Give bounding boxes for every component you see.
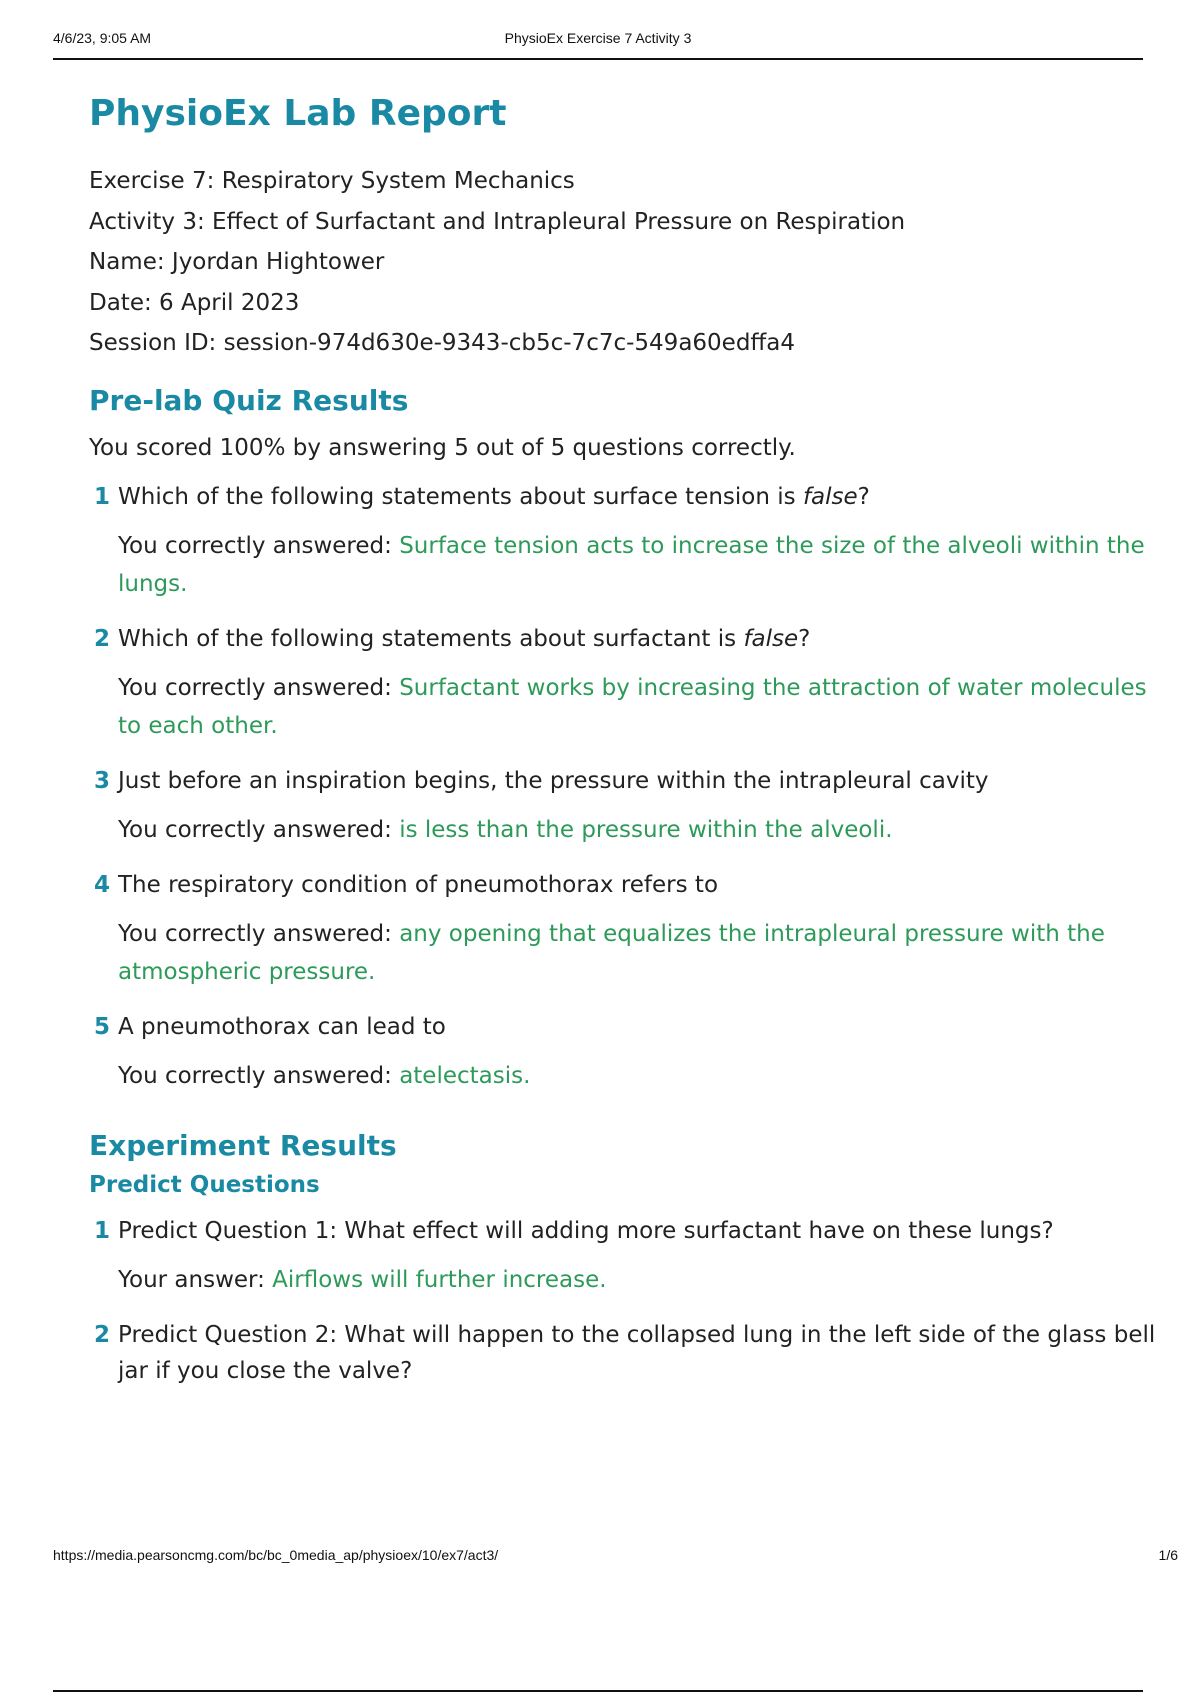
print-date: 4/6/23, 9:05 AM — [53, 30, 152, 46]
question-text: A pneumothorax can lead to — [118, 1014, 446, 1041]
quiz-question — [89, 479, 1169, 603]
answer-label: You correctly answered: — [118, 817, 400, 844]
question-text: The respiratory condition of pneumothorax refers to — [118, 872, 719, 899]
answer-label: You correctly answered: — [118, 921, 400, 948]
question-number: 3 — [94, 768, 111, 795]
answer-value: is less than the pressure within the alveoli. — [399, 817, 893, 844]
predict-heading: Predict Questions — [89, 1171, 320, 1198]
answer-label: You correctly answered: — [118, 533, 400, 560]
question-answer — [118, 811, 1169, 849]
quiz-question — [89, 621, 1169, 745]
answer-value: Surface tension acts to increase the size of the alveoli within the lungs. — [118, 533, 1145, 598]
page-divider — [53, 1690, 1143, 1692]
report-date: Date: 6 April 2023 — [89, 289, 300, 316]
print-header — [53, 30, 1143, 60]
answer-value: Airflows will further increase. — [272, 1266, 607, 1293]
print-title: PhysioEx Exercise 7 Activity 3 — [504, 30, 692, 46]
question-answer — [118, 527, 1169, 603]
predict-question — [89, 1213, 1169, 1299]
question-number: 5 — [94, 1014, 111, 1041]
report-title: PhysioEx Lab Report — [89, 93, 507, 134]
exercise-line: Exercise 7: Respiratory System Mechanics — [89, 168, 575, 195]
answer-label: Your answer: — [118, 1266, 273, 1293]
question-number: 4 — [94, 872, 111, 899]
experiment-heading: Experiment Results — [89, 1129, 397, 1163]
question-answer — [118, 1261, 1169, 1299]
page-number: 1/6 — [1158, 1547, 1178, 1563]
question-text: Predict Question 1: What effect will adding more surfactant have on these lungs? — [118, 1217, 1054, 1244]
prelab-heading: Pre-lab Quiz Results — [89, 383, 409, 417]
question-text: Just before an inspiration begins, the pressure within the intrapleural cavity — [118, 768, 989, 795]
student-name: Name: Jyordan Hightower — [89, 249, 385, 276]
session-id: Session ID: session-974d630e-9343-cb5c-7c7c-549a60edffa4 — [89, 330, 796, 357]
answer-value: Surfactant works by increasing the attraction of water molecules to each other. — [118, 675, 1147, 740]
quiz-score: You scored 100% by answering 5 out of 5 questions correctly. — [89, 435, 796, 462]
activity-line: Activity 3: Effect of Surfactant and Intrapleural Pressure on Respiration — [89, 208, 906, 235]
quiz-question — [89, 1009, 1169, 1095]
answer-label: You correctly answered: — [118, 675, 400, 702]
question-text: Which of the following statements about surfactant is false? — [118, 626, 811, 653]
page-url: https://media.pearsoncmg.com/bc/bc_0media_ap/physioex/10/ex7/act3/ — [53, 1547, 499, 1563]
report-content — [89, 84, 1169, 1407]
question-number: 1 — [94, 484, 111, 511]
question-answer — [118, 1057, 1169, 1095]
question-number: 2 — [94, 626, 111, 653]
question-number: 1 — [94, 1217, 111, 1244]
question-answer — [118, 669, 1169, 745]
question-number: 2 — [94, 1321, 111, 1348]
answer-value: any opening that equalizes the intrapleural pressure with the atmospheric pressure. — [118, 921, 1105, 986]
answer-value: atelectasis. — [399, 1063, 531, 1090]
predict-question — [89, 1317, 1169, 1389]
quiz-question — [89, 867, 1169, 991]
answer-label: You correctly answered: — [118, 1063, 400, 1090]
quiz-question — [89, 763, 1169, 849]
question-text: Which of the following statements about surface tension is false? — [118, 484, 870, 511]
question-answer — [118, 915, 1169, 991]
question-text: Predict Question 2: What will happen to the collapsed lung in the left side of the glass bell jar if you close the valve? — [118, 1321, 1156, 1384]
